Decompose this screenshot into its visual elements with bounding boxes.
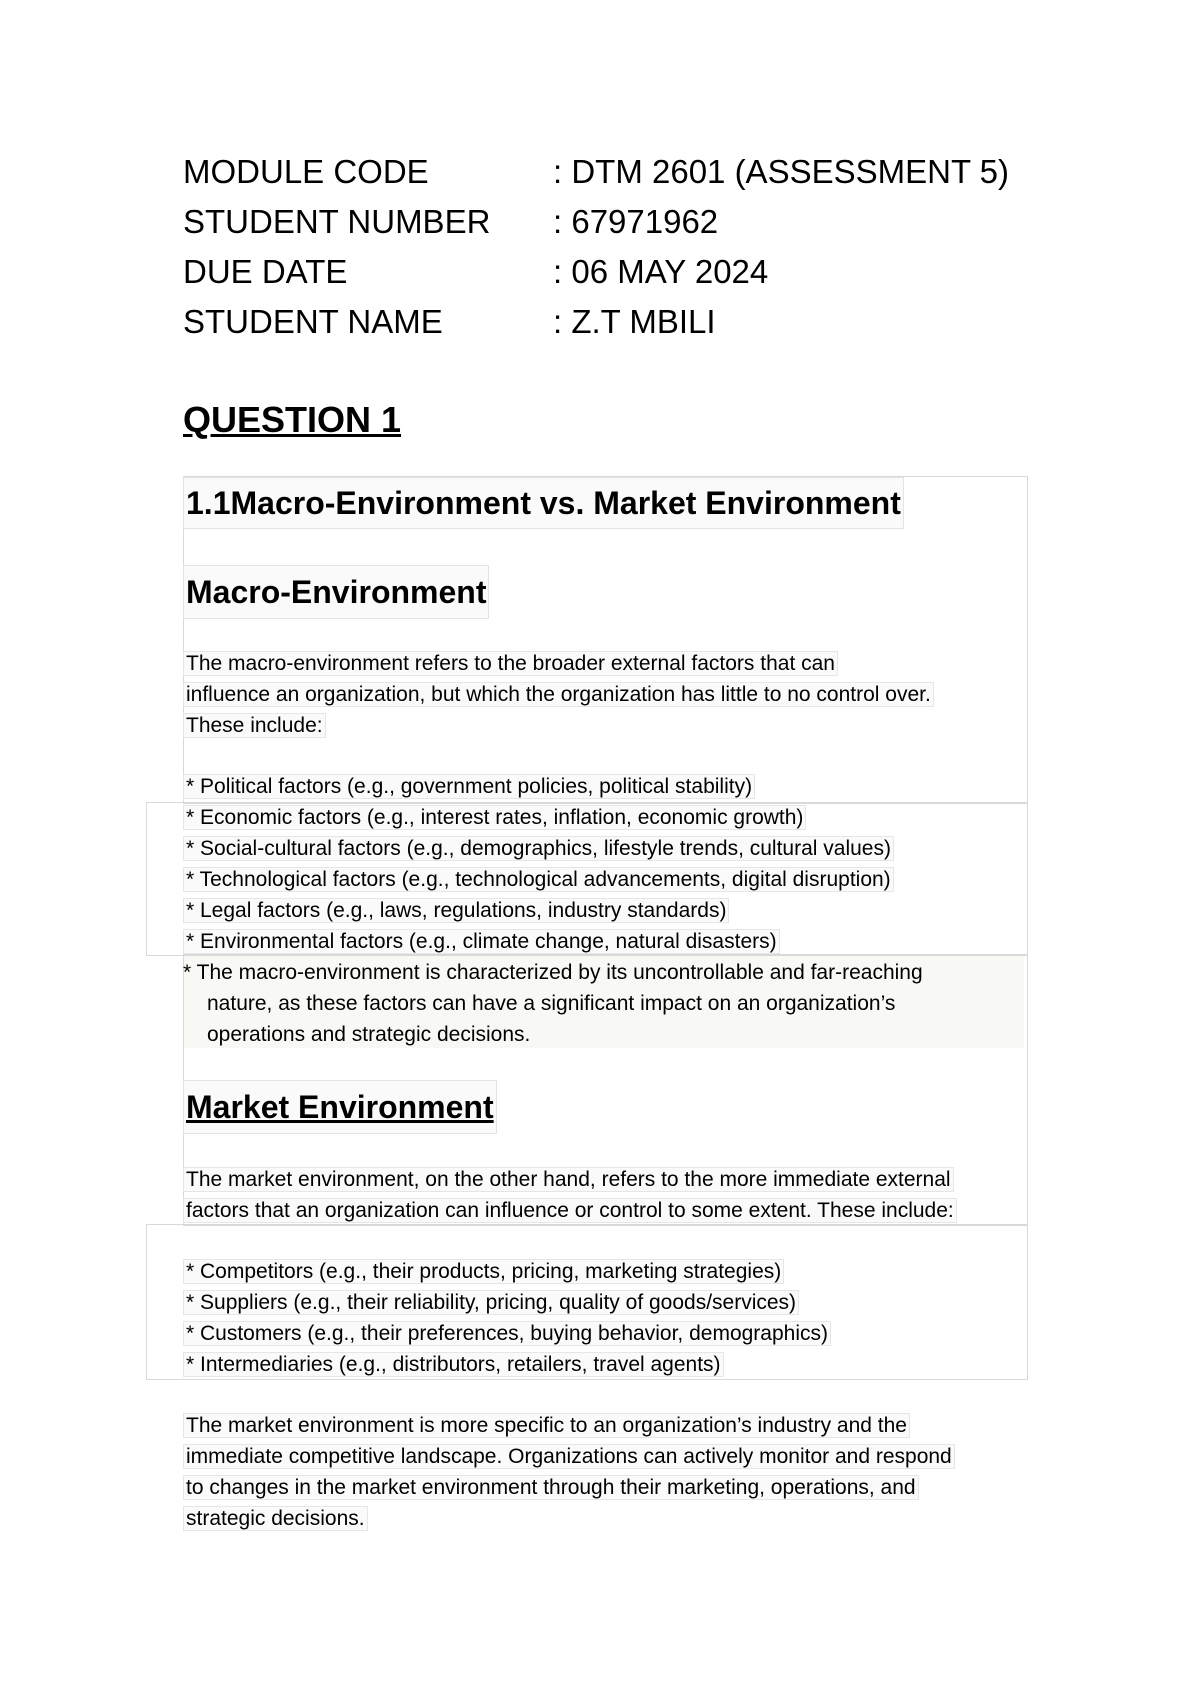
macro-summary-text: nature, as these factors can have a significant impact on an organization’s — [207, 992, 896, 1015]
module-code-label: MODULE CODE — [183, 153, 429, 190]
market-intro-text: The market environment, on the other hand, refers to the more immediate external — [183, 1167, 954, 1192]
student-name-label: STUDENT NAME — [183, 303, 443, 340]
market-bullet-customers: * Customers (e.g., their preferences, buying behavior, demographics) — [183, 1321, 831, 1346]
market-summary-text: The market environment is more specific to an organization’s industry and the — [183, 1413, 910, 1438]
macro-summary-line — [207, 989, 895, 1018]
student-number-row — [183, 202, 718, 242]
macro-bullet-legal: * Legal factors (e.g., laws, regulations, industry standards) — [183, 898, 729, 923]
market-summary-line — [183, 1473, 919, 1502]
market-intro-line — [183, 1165, 954, 1194]
list-item — [183, 896, 729, 925]
market-summary-line — [183, 1504, 368, 1533]
list-item — [183, 834, 894, 863]
market-bullet-competitors: * Competitors (e.g., their products, pricing, marketing strategies) — [183, 1259, 784, 1284]
macro-intro-text: The macro-environment refers to the broader external factors that can — [183, 651, 838, 676]
list-item — [183, 1319, 831, 1348]
student-number-value: : 67971962 — [553, 203, 719, 240]
section-heading: 1.1Macro-Environment vs. Market Environment — [183, 477, 904, 529]
macro-summary-text: operations and strategic decisions. — [207, 1023, 531, 1046]
macro-bullet-technological: * Technological factors (e.g., technological advancements, digital disruption) — [183, 867, 894, 892]
macro-intro-text: influence an organization, but which the organization has little to no control over. — [183, 682, 934, 707]
list-item — [183, 803, 806, 832]
macro-intro-line — [183, 680, 934, 709]
macro-summary-line — [207, 1020, 530, 1049]
market-bullet-intermediaries: * Intermediaries (e.g., distributors, retailers, travel agents) — [183, 1352, 724, 1377]
due-date-row — [183, 252, 768, 292]
list-item — [183, 865, 894, 894]
macro-bullet-environmental: * Environmental factors (e.g., climate change, natural disasters) — [183, 929, 780, 954]
list-item — [183, 1288, 799, 1317]
macro-bullet-social: * Social-cultural factors (e.g., demographics, lifestyle trends, cultural values) — [183, 836, 894, 861]
macro-bullet-political: * Political factors (e.g., government policies, political stability) — [183, 774, 755, 799]
market-bullet-suppliers: * Suppliers (e.g., their reliability, pricing, quality of goods/services) — [183, 1290, 799, 1315]
macro-bullet-economic: * Economic factors (e.g., interest rates, inflation, economic growth) — [183, 805, 806, 830]
market-heading-text: Market Environment — [186, 1089, 494, 1125]
student-name-row — [183, 302, 716, 342]
market-summary-line — [183, 1442, 955, 1471]
market-summary-text: to changes in the market environment through their marketing, operations, and — [183, 1475, 919, 1500]
due-date-value: : 06 MAY 2024 — [553, 253, 769, 290]
module-code-value: : DTM 2601 (ASSESSMENT 5) — [553, 153, 1010, 190]
due-date-label: DUE DATE — [183, 253, 348, 290]
macro-intro-line — [183, 711, 326, 740]
macro-summary-text: * The macro-environment is characterized by its uncontrollable and far-reaching — [183, 961, 923, 984]
list-item — [183, 927, 780, 956]
question-title: QUESTION 1 — [183, 399, 402, 440]
macro-heading: Macro-Environment — [183, 565, 489, 619]
market-summary-line — [183, 1411, 910, 1440]
market-intro-text: factors that an organization can influence or control to some extent. These include: — [183, 1198, 957, 1223]
market-intro-line — [183, 1196, 957, 1225]
market-summary-text: strategic decisions. — [183, 1506, 368, 1531]
list-item — [183, 1257, 784, 1286]
student-name-value: : Z.T MBILI — [553, 303, 716, 340]
macro-intro-line — [183, 649, 838, 678]
list-item — [183, 772, 755, 801]
market-heading — [183, 1080, 497, 1134]
list-item — [183, 1350, 724, 1379]
macro-summary-line — [183, 958, 923, 987]
student-number-label: STUDENT NUMBER — [183, 203, 491, 240]
macro-intro-text: These include: — [183, 713, 326, 738]
market-summary-text: immediate competitive landscape. Organizations can actively monitor and respond — [183, 1444, 955, 1469]
module-code-row — [183, 152, 1009, 192]
